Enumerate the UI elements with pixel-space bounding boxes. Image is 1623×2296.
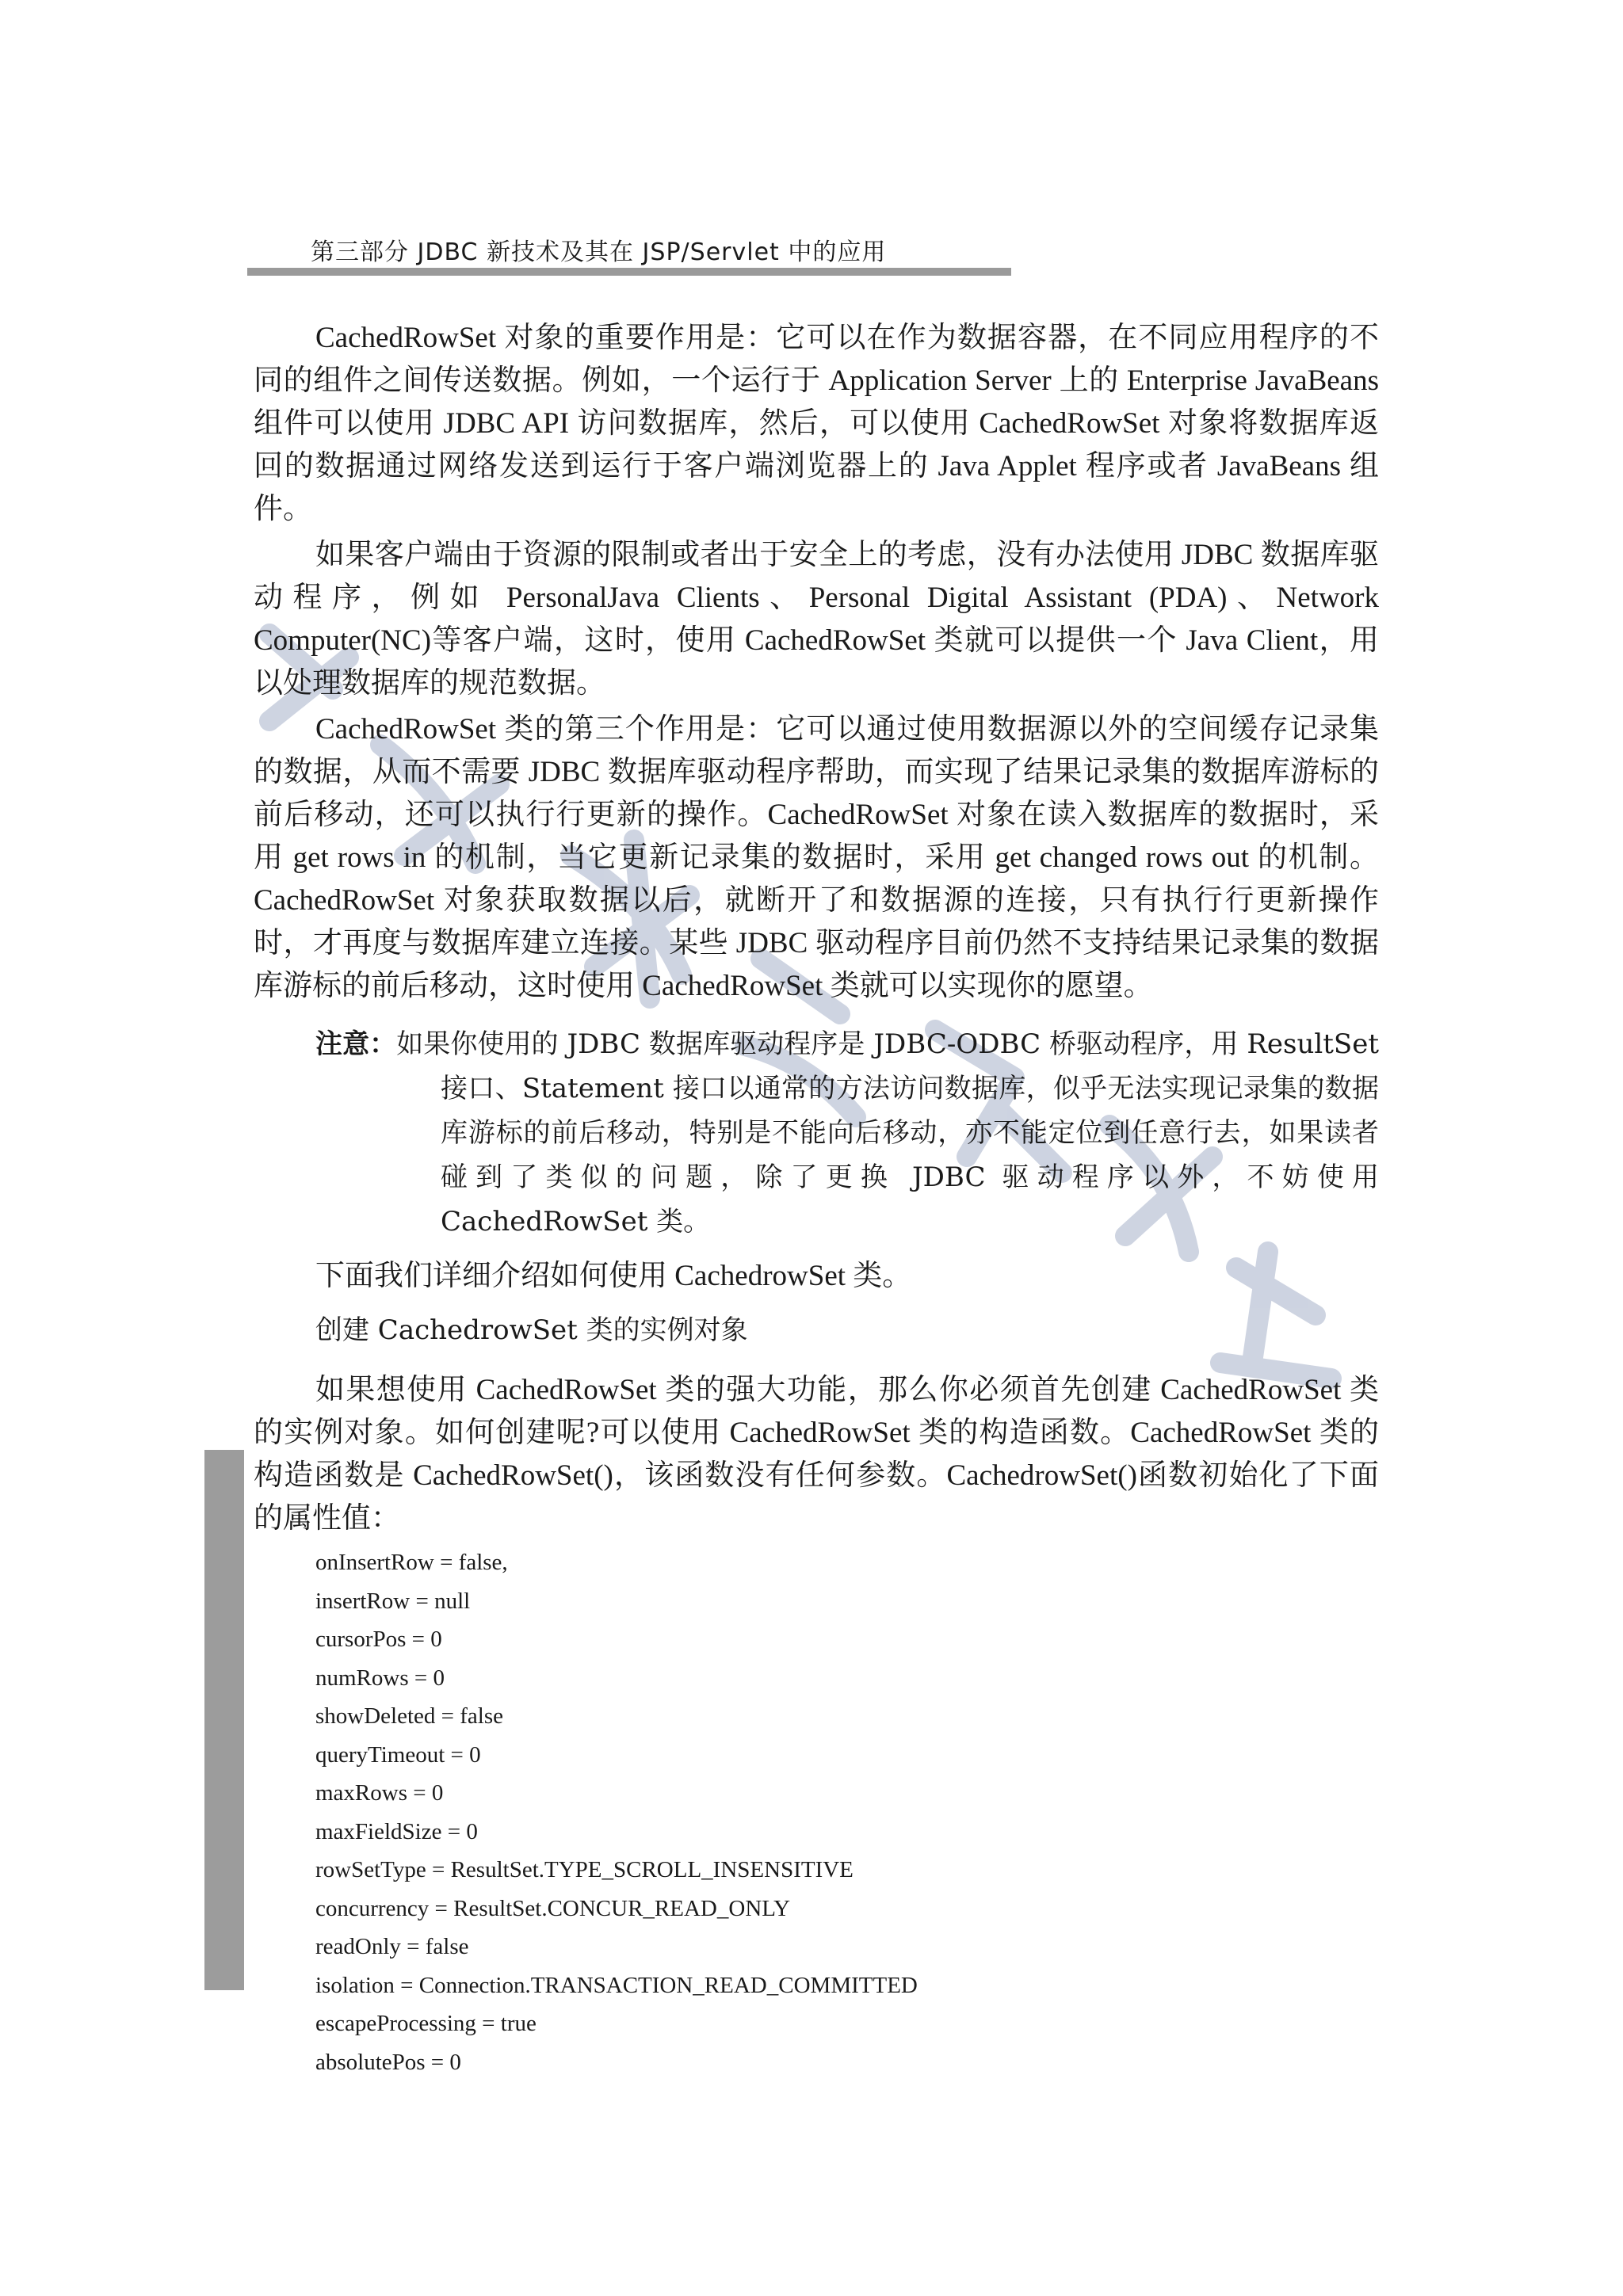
property-line: readOnly = false [315, 1934, 469, 1959]
paragraph: CachedRowSet 对象的重要作用是：它可以在作为数据容器，在不同应用程序的不同的组件之间传送数据。例如，一个运行于 Application Server 上的 Enterprise JavaBeans 组件可以使用 JDBC API 访问数据库，然后，可以使用 CachedRowSet 对象将数据库返回的数据通过网络发送到运行于客户端浏览器上的 Java Applet 程序或者 JavaBeans 组件。 [254, 322, 1379, 525]
note-text: 如果你使用的 JDBC 数据库驱动程序是 JDBC-ODBC 桥驱动程序，用 ResultSet 接口、Statement 接口以通常的方法访问数据库，似乎无法实现记录集的数据库游标的前后移动，特别是不能向后移动，亦不能定位到任意行去，如果读者碰到了类似的问题，除了更换 JDBC 驱动程序以外，不妨使用 CachedRowSet 类。 [396, 1028, 1380, 1238]
section-heading: 创建 CachedrowSet 类的实例对象 [315, 1314, 748, 1346]
property-line: queryTimeout = 0 [315, 1741, 481, 1768]
paragraph: CachedRowSet 类的第三个作用是：它可以通过使用数据源以外的空间缓存记录集的数据，从而不需要 JDBC 数据库驱动程序帮助，而实现了结果记录集的数据库游标的前后移动，还可以执行行更新的操作。CachedRowSet 对象在读入数据库的数据时，采用 get rows in 的机制，当它更新记录集的数据时，采用 get changed rows out 的机制。CachedRowSet 对象获取数据以后，就断开了和数据源的连接，只有执行行更新操作时，才再度与数据库建立连接。某些 JDBC 驱动程序目前仍然不支持结果记录集的数据库游标的前后移动，这时使用 CachedRowSet 类就可以实现你的愿望。 [254, 713, 1379, 1002]
property-line: insertRow = null [315, 1588, 471, 1614]
paragraph: 如果客户端由于资源的限制或者出于安全上的考虑，没有办法使用 JDBC 数据库驱动程序，例如 PersonalJava Clients、Personal Digital Assistant (PDA)、Network Computer(NC)等客户端，这时，使用 CachedRowSet 类就可以提供一个 Java Client，用以处理数据库的规范数据。 [254, 539, 1379, 700]
note-label: 注意： [315, 1028, 397, 1060]
intro-line: 下面我们详细介绍如何使用 CachedrowSet 类。 [315, 1260, 912, 1292]
property-line: cursorPos = 0 [315, 1627, 442, 1652]
default-properties-list [254, 1543, 1379, 2081]
note-block [315, 1022, 1379, 1244]
constructor-paragraph: 如果想使用 CachedRowSet 类的强大功能，那么你必须首先创建 CachedRowSet 类的实例对象。如何创建呢?可以使用 CachedRowSet 类的构造函数。CachedRowSet 类的构造函数是 CachedRowSet()，该函数没有任何参数。CachedrowSet()函数初始化了下面的属性值： [254, 1374, 1379, 1535]
property-line: isolation = Connection.TRANSACTION_READ_COMMITTED [315, 1972, 918, 1998]
property-line: concurrency = ResultSet.CONCUR_READ_ONLY [315, 1895, 791, 1921]
page-body [254, 317, 1379, 2081]
property-line: escapeProcessing = true [315, 2011, 537, 2036]
property-line: maxFieldSize = 0 [315, 1818, 478, 1844]
property-line: numRows = 0 [315, 1665, 445, 1691]
property-line: showDeleted = false [315, 1703, 503, 1729]
code-side-bar [204, 1450, 244, 1990]
property-line: absolutePos = 0 [315, 2049, 461, 2075]
property-line: onInsertRow = false, [315, 1550, 508, 1575]
header-rule [247, 268, 1011, 276]
property-line: rowSetType = ResultSet.TYPE_SCROLL_INSENSITIVE [315, 1857, 854, 1882]
property-line: maxRows = 0 [315, 1780, 444, 1806]
running-header: 第三部分 JDBC 新技术及其在 JSP/Servlet 中的应用 [311, 238, 887, 266]
